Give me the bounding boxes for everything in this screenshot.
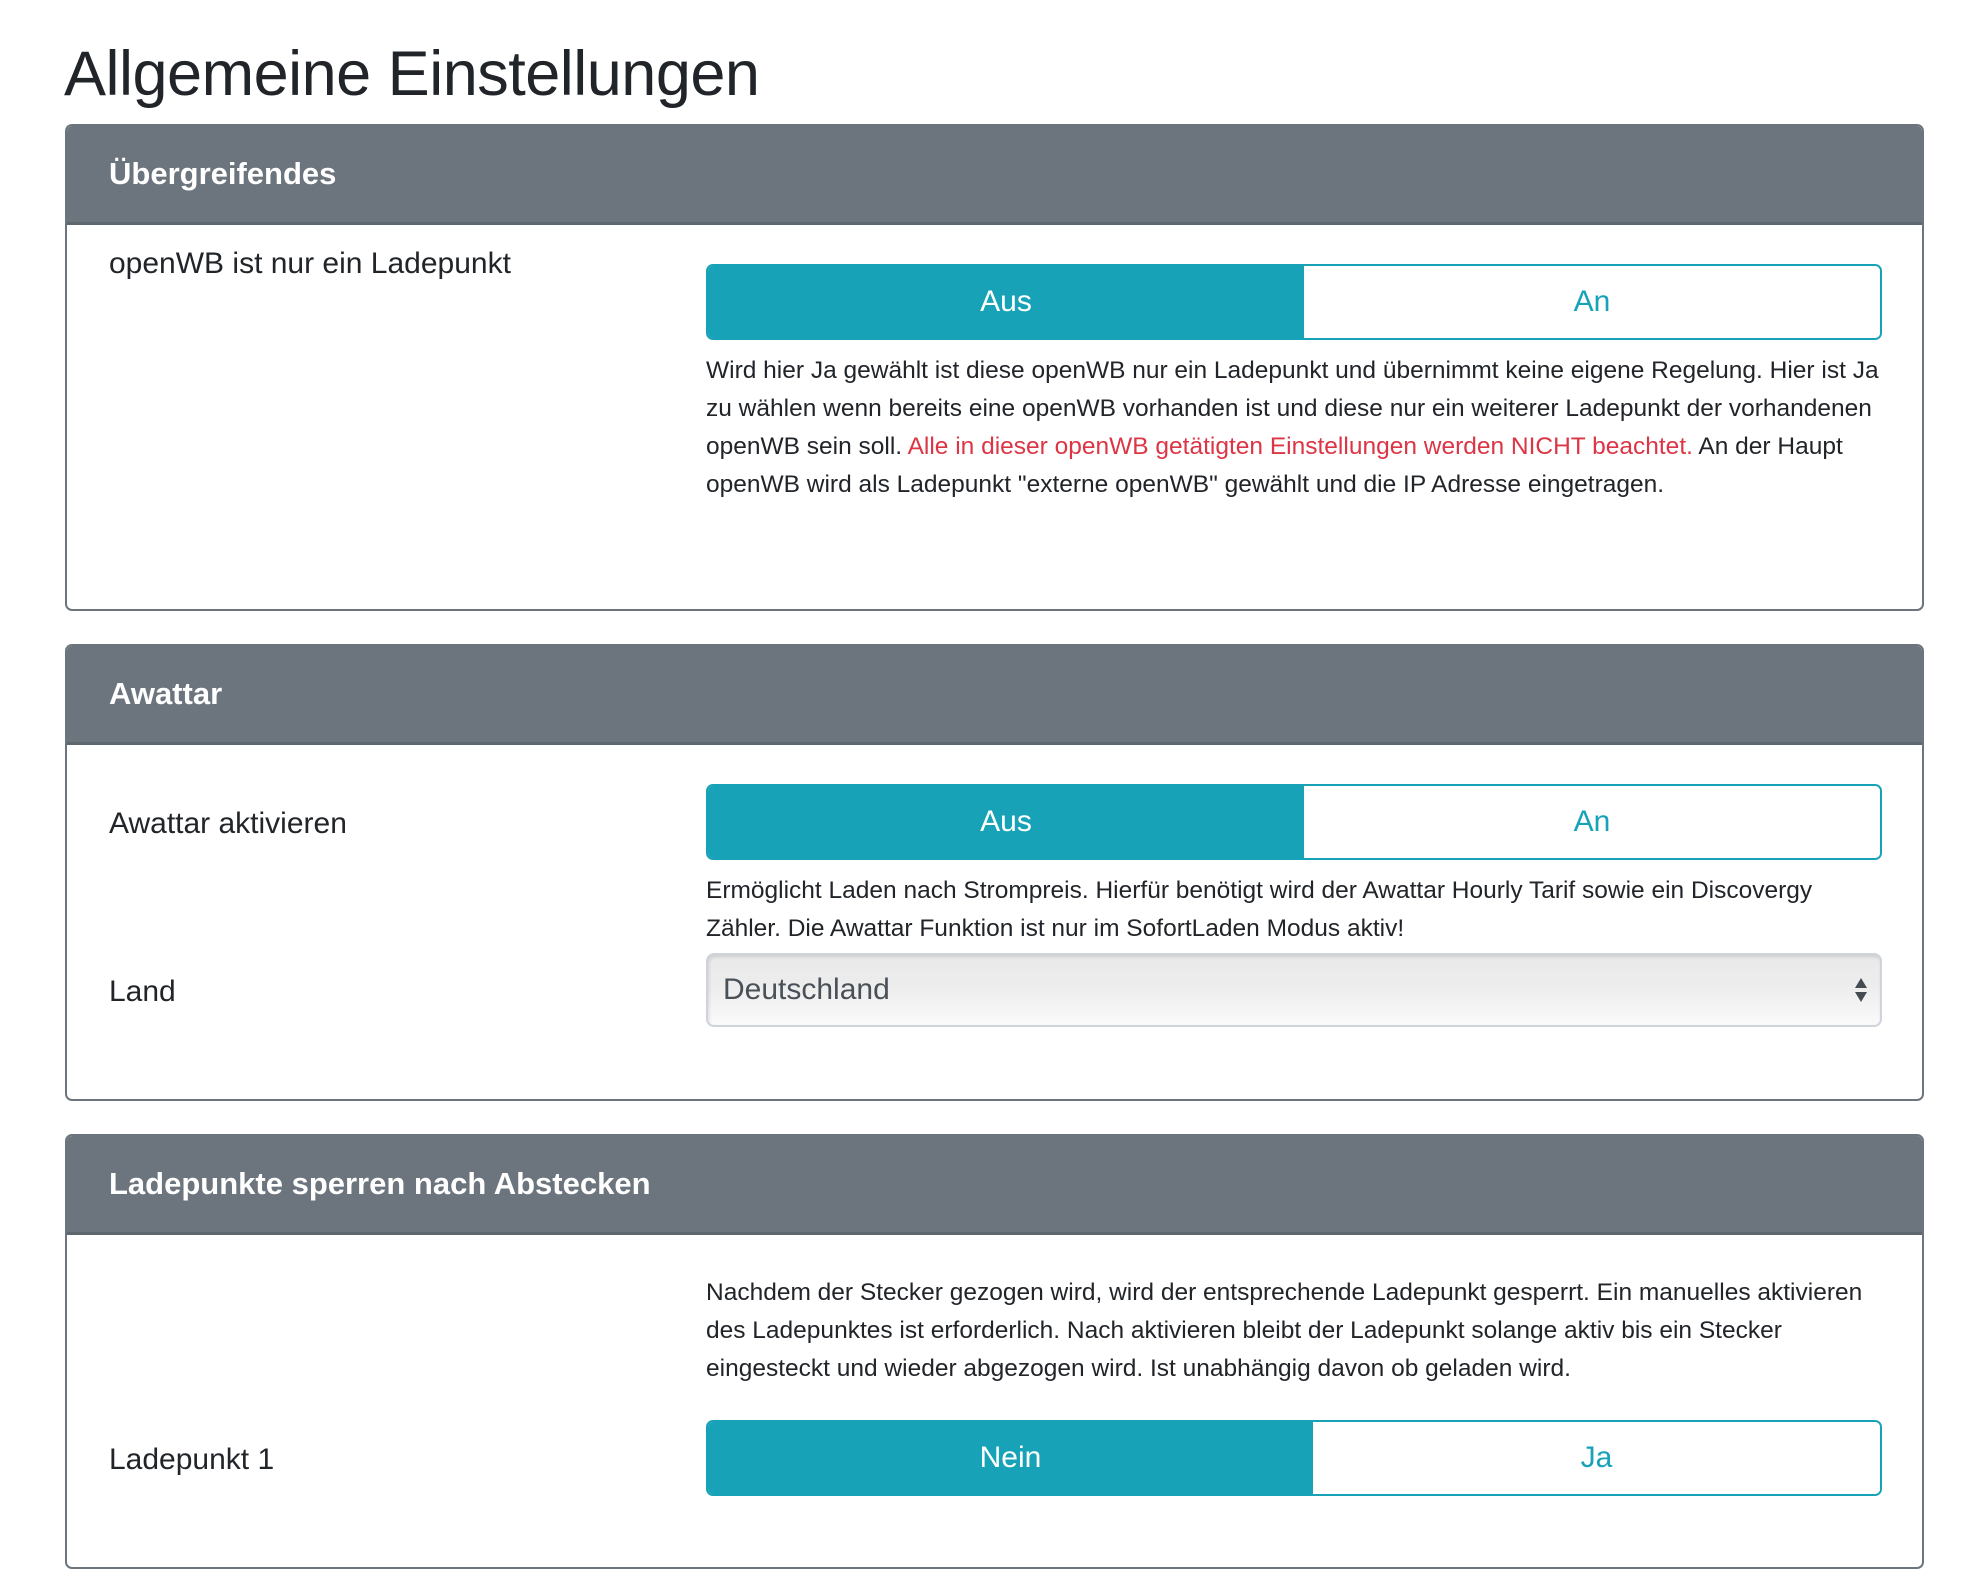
card-uebergreifendes	[65, 124, 1924, 611]
openwb-ladepunkt-label: openWB ist nur ein Ladepunkt	[109, 247, 511, 280]
card-header: Übergreifendes	[67, 126, 1922, 225]
page-title: Allgemeine Einstellungen	[64, 39, 760, 109]
toggle-option-aus[interactable]: Aus	[708, 786, 1304, 858]
help-text: Wird hier Ja gewählt ist diese openWB nur ein Ladepunkt und übernimmt keine eigene Regelung. Hier ist Ja zu wählen wenn bereits eine openWB vorhanden ist und diese nur ein weiterer Ladepunkt der vorhandenen openWB sein soll.	[706, 357, 1879, 460]
land-label: Land	[109, 975, 176, 1008]
land-select[interactable]	[706, 953, 1882, 1027]
awattar-aktivieren-toggle	[706, 784, 1882, 860]
ladepunkte-sperren-help: Nachdem der Stecker gezogen wird, wird der entsprechende Ladepunkt gesperrt. Ein manuelles aktivieren des Ladepunktes ist erforderlich. Nach aktivieren bleibt der Ladepunkt solange aktiv bis ein Stecker eingesteckt und wieder abgezogen wird. Ist unabhängig davon ob geladen wird.	[706, 1279, 1863, 1382]
select-arrows-icon	[1854, 976, 1868, 1004]
toggle-option-nein[interactable]: Nein	[708, 1422, 1313, 1494]
toggle-option-an[interactable]: An	[1304, 266, 1880, 338]
land-select-value: Deutschland	[723, 973, 890, 1006]
ladepunkt-1-label: Ladepunkt 1	[109, 1443, 275, 1476]
openwb-ladepunkt-help	[706, 352, 1886, 504]
card-awattar	[65, 644, 1924, 1101]
toggle-option-an[interactable]: An	[1304, 786, 1880, 858]
awattar-aktivieren-label: Awattar aktivieren	[109, 807, 347, 840]
awattar-help: Ermöglicht Laden nach Strompreis. Hierfür benötigt wird der Awattar Hourly Tarif sowie ein Discovergy Zähler. Die Awattar Funktion ist nur im SofortLaden Modus aktiv!	[706, 877, 1813, 942]
ladepunkt-1-toggle	[706, 1420, 1882, 1496]
openwb-ladepunkt-toggle	[706, 264, 1882, 340]
help-text: An der Haupt openWB wird als Ladepunkt "externe openWB" gewählt und die IP Adresse eingetragen.	[706, 433, 1843, 498]
card-header: Awattar	[67, 646, 1922, 745]
card-ladepunkte-sperren	[65, 1134, 1924, 1569]
help-warning-text: Alle in dieser openWB getätigten Einstellungen werden NICHT beachtet.	[907, 433, 1693, 460]
toggle-option-ja[interactable]: Ja	[1313, 1422, 1880, 1494]
card-header: Ladepunkte sperren nach Abstecken	[67, 1136, 1922, 1235]
toggle-option-aus[interactable]: Aus	[708, 266, 1304, 338]
